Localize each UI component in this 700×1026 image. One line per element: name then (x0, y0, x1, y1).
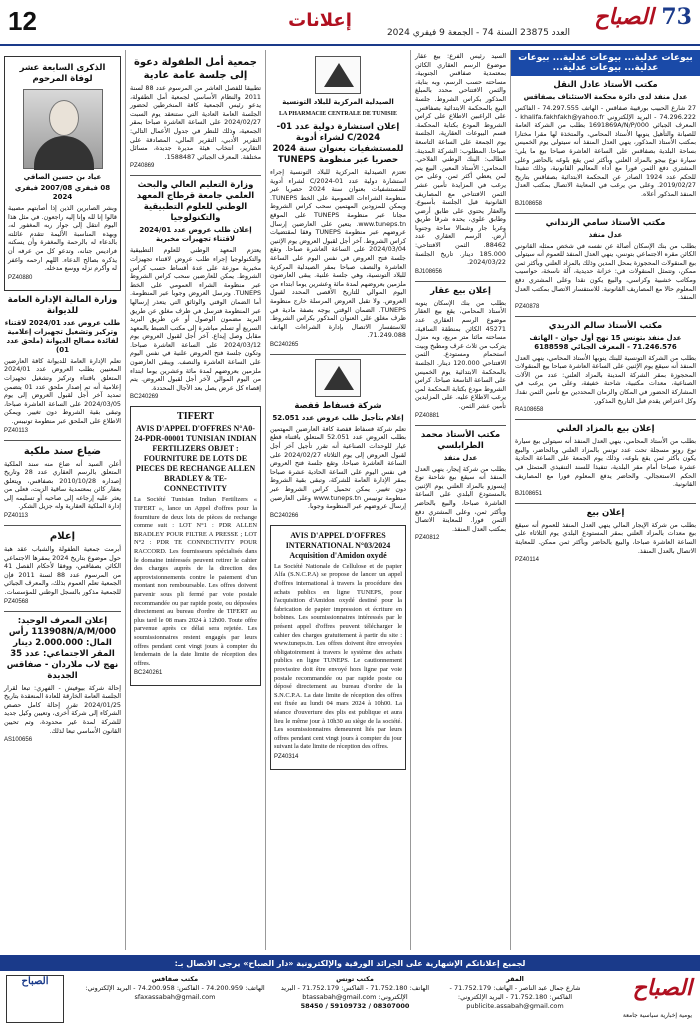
notice-heading: إعلان المعرف الوحيد: 113908N/A/M/000 رأس المال: 2.000.000 دينار المقر الاجتماعي: عدد 35 نهج لاب ملاردان - صفاقس الجديدة (6, 615, 119, 681)
notice-body: إحالة شركة بيوفيش - الفهري: تبعا لقرار الجلسة العامة الخارقة للعادة المنعقدة بتاريخ 2024/01/25 تقرر إحالة كامل حصص الشركاء إلى شركة أخرى، وتعيين وكيل جديد للشركة لمدة غير محدودة، وتم تحيين القانون الأساسي تبعا لذلك. (4, 683, 121, 735)
column-judicial-sales (510, 50, 700, 950)
obituary-name: عياد بن حسين الصافي (23, 173, 102, 181)
column-tenders (265, 50, 410, 950)
footer-hq-details: شارع جمال عبد الناصر - الهاتف: 71.752.179 - الفاكس: 71.752.180 - البريد الإلكتروني: publicite.assabah@gmail.com (449, 984, 581, 1010)
judicial-sales-banner: بيوعات عدلية... بيوعات عدلية... بيوعات عدلية... بيوعات عدلية... (511, 50, 700, 76)
divider (515, 503, 696, 504)
ad-reference: PZ40568 (4, 598, 29, 605)
french-tender-box (270, 525, 406, 770)
french-tender-heading: AVIS D'APPEL D'OFFRES N°A0-24-PDR-00001 TUNISIAN INDIAN FERTILIZERS OBJET : FOURNITURE DE LOTS DE PIECES DE RECHANGE ALLEN BRADLEY & TE-CONNECTIVITY (134, 424, 257, 494)
ad-body: بطلب من بنك الإسكان ينوبه الأستاذ المحامي، يقع بيع العقار موضوع الرسم العقاري عدد 45271 الكائن بمنطقة الساقية، مساحته مائتا متر مربع، وبه منزل يتركب من ثلاث غرف ومطبخ وبيت استحمام ومستودع. الثمن الافتتاحي 120.000 دينار. الجلسة بالمحكمة الابتدائية يوم الخميس على الساعة التاسعة صباحا. كراس الشروط مودع بكتابة المحكمة لمن يرغب الاطلاع عليه. على المزايدين تأمين عشر الثمن. (415, 298, 506, 410)
portrait-photo (23, 89, 103, 169)
ad-heading: مكتب الأستاذ سالم الدريدي (548, 320, 663, 331)
ad-reference: PZ40314 (274, 753, 299, 760)
tender-heading: شركة فسفاط قفصة (294, 400, 382, 411)
footer-hq-title: المقر (506, 975, 524, 983)
footer-logo: الصباح (632, 975, 692, 1001)
ad-body: بطلب من شركة الإيجار المالي ينهي العدل المنفذ للعموم أنه سيقع بيع معدات بالمزاد العلني بمقر المستودع البلدي يوم الثلاثاء على الساعة العاشرة صباحا، والبيع بالحاضر وبأكثر ثمن ممكن. للمعاينة الاتصال بالعدل المنفذ. (515, 520, 696, 555)
divider (270, 354, 406, 355)
divider (4, 440, 121, 441)
tender-subheading: إعلام بتأجيل طلب عروض عدد 52.051 (272, 413, 404, 422)
obituary-body: وبشر الصابرين الذين إذا أصابتهم مصيبة قالوا إنا لله وإنا إليه راجعون. في مثل هذا اليوم انتقل إلى جوار ربه المغفور له، وبهذه المناسبة الأليمة تتقدم عائلته بالدعاء له بالرحمة والمغفرة وأن يسكنه فراديس جنانه، وتدعو كل من عرفه أن يذكره بصالح الدعاء. اللهم ارحمه واغفر له وأكرم نزله ووسع مدخله. (8, 204, 117, 273)
divider (515, 419, 696, 420)
ad-heading: إعلان بيع بالمزاد العلني (556, 424, 655, 435)
notice-heading: إعلام (49, 531, 76, 543)
tender-body: تعتزم الصيدلية المركزية للبلاد التونسية إجراء استشارة دولية عدد 01-C/2024 لشراء أدوية للمستشفيات بعنوان سنة 2024 حصريا عبر منظومة الشراءات العمومية على الخط TUNEPS. ويمكن للمزودين المهتمين سحب كراس الشروط مجانا عبر منظومة TUNEPS على الموقع www.tuneps.tn. يتعين على العارضين إرسال عروضهم عبر منظومة TUNEPS وفقا لمقتضيات كراس الشروط. آخر أجل لقبول العروض يوم الإثنين 2024/03/04 على الساعة العاشرة صباحا. وتقع جلسة فتح العروض في نفس اليوم على الساعة العاشرة والنصف صباحا بمقر الصيدلية المركزية للبلاد التونسية، وهي جلسة علنية. يبقى العارضون ملزمين بعروضهم لمدة مائة وعشرين يوما ابتداء من اليوم الموالي للتاريخ الأقصى المحدد لقبول العروض. ولا تقبل العروض المرسلة خارج منظومة TUNEPS. الضمان الوقتي يوجه بصفة مادية في ظرف مغلق على العنوان المذكور بكراس الشروط. للاستفسار الاتصال بإدارة الشراءات الهاتف 71.249.088. (270, 168, 407, 340)
footer-logo-subtitle: يومية إخبارية سياسية جامعة (622, 1012, 692, 1019)
ad-body: بطلب من بنك الإسكان أصالة عن نفسه في شخص ممثله القانوني الكائن مقره الاجتماعي بتونس، ينهي العدل المنفذ للعموم أنه سيتولى بيع المنقولات المحجوزة بمحل المدين وذلك بالمزاد العلني وبأكثر ثمن ممكن، وتتمثل المنقولات في: خزانة حديدية، آلة ناسخة، حواسيب ومكاتب خشبية وكراسي، والبيع يكون نقدا وعلى المشتري دفع المعلوم حالا مع المصاريف القانونية. للاستفسار الاتصال بمكتب العدل المنفذ. (515, 241, 696, 302)
ad-body: بطلب من الشركة التونسية للبنك ينوبها الأستاذ المحامي، ينهي العدل المنفذ أنه سيقع يوم الإثنين على الساعة العاشرة صباحا بيع المنقولات المحجوزة بمقر الشركة المدينة بالمزاد العلني: عدد من الآلات الصناعية، معدات مكتبية، شاحنة خفيفة، وعلى من يرغب في المشاركة الحضور في المكان والزمان المحددين مع تأمين الثمن نقدا. وكل اعتراض يقدم قبل التاريخ المذكور. (515, 353, 696, 405)
french-tender-body: La Société Tunisian Indian Fertilizers « TIFERT », lance un Appel d'offres pour la fourniture de deux lots de pièces de rechange comme suit : LOT N°1 : PDR ALLEN BRADLEY POUR FILTRE A PRESSE ; LOT N°2 : PDR TE CONNECTIVITY POUR RACCORD. Les fournisseurs spécialisés dans le domaine intéressés peuvent retirer le cahier des charges auprès de la direction des approvisionnements contre le paiement d'un montant non remboursable. Les offres doivent parvenir sous pli fermé par voie postale recommandée ou par rapide poste, ou déposées directement au bureau d'ordre de TIFERT au plus tard le 08 mars 2024 à 12h00. Toute offre parvenue après ce délai sera rejetée. Les soumissionnaires restent engagés par leurs offres pendant cent vingt jours à compter du lendemain de la date limite de réception des offres. (134, 496, 257, 667)
footer-tunis-details: الهاتف: 71.752.180 - الفاكس: 71.752.179 - البريد الإلكتروني: btassabah@gmail.com (280, 984, 430, 1001)
cpg-logo (315, 359, 361, 397)
ad-reference: PZ40869 (130, 163, 155, 170)
footer-tunis (280, 975, 430, 1011)
tender-body: تعلم شركة فسفاط قفصة كافة العارضين المهتمين بطلب العروض عدد 52.051 المتعلق باقتناء قطع غيار للوحدات الصناعية أنه تقرر تأجيل آخر أجل لقبول العروض إلى يوم الثلاثاء 2024/02/27 على الساعة العاشرة صباحا، وتقع جلسة فتح العروض في نفس اليوم على الساعة الحادية عشرة صباحا بمقر الإدارة العامة للشركة، وتبقى بقية الشروط دون تغيير. يمكن تحميل كراس الشروط عبر منظومة تونيبس www.tuneps.tn وعلى العارضين إرسال عروضهم عبر المنظومة وجوبا. (270, 424, 406, 511)
footer-tunis-title: مكتب تونس (336, 975, 374, 983)
notice-heading: ضياع سند ملكية (23, 445, 102, 457)
ad-reference: RA108658 (515, 407, 544, 414)
pharmacie-centrale-logo (315, 56, 361, 94)
ad-body: السيد رئيس الفرع: بيع عقار موضوع الرسم العقاري الكائن بمعتمدية صفاقس الجنوبية، مساحته حسب الرسم، وبه بناية، والثمن الافتتاحي محدد بالمبلغ المذكور بكراس الشروط. جلسة البيع بالمحكمة الابتدائية بصفاقس. على الراغبين الاطلاع على كراس الشروط المودع بكتابة المحكمة. قسم البيوعات العقارية، الجلسة يوم الجمعة على الساعة التاسعة صباحا. المطلوب: الشركة المدينة. الطالب: البنك الوطني الفلاحي. المحامي: الأستاذ المعين. البيع يتم لمن يعطي أكثر ثمن. وعلى من يرغب في المزايدة تأمين عشر الثمن الافتتاحي مع المصاريف القانونية قبل الجلسة بأسبوع. والعقار يحتوي على طابق أرضي وطابق علوي، يحده شرقا طريق وغربا جار وشمالا ساحة وجنوبا أرض. الرسم العقاري عدد 88462. الثمن الافتتاحي: 185.000 دينار. تاريخ الجلسة 2024/03/22. (415, 52, 506, 267)
ad-heading: مكتب الأستاذ عادل النقل (553, 80, 658, 90)
footer-hq (440, 975, 590, 1011)
tender-body: يعتزم المعهد الوطني للعلوم التطبيقية والتكنولوجيا إجراء طلب عروض لاقتناء تجهيزات مخبرية موزعة على عدة أقساط حسب كراس الشروط. يمكن للعارضين سحب كراس الشروط عبر منظومة الشراء العمومي على الخط TUNEPS. وترسل العروض وجوبا عبر المنظومة. أما الضمان الوقتي والوثائق التي يتعذر إرسالها عبر المنظومة فترسل في ظرف مغلق عن طريق البريد مضمون الوصول أو عن طريق البريد السريع أو تسلم مباشرة إلى مكتب الضبط بالمعهد مقابل وصل إيداع. آخر أجل لقبول العروض يوم 2024/03/12 على الساعة العاشرة صباحا. وتكون جلسة فتح العروض علنية في نفس اليوم على الساعة العاشرة والنصف. ويبقى العارضون ملزمين بعروضهم لمدة مائة وعشرين يوما ابتداء من اليوم الموالي لآخر أجل لقبول العروض. يتم إقصاء كل عرض يصل بعد الآجال المحددة. (130, 246, 261, 392)
footer-sfax-title: مكتب صفاقس (151, 975, 199, 983)
org-name-ar: الصيدلية المركزية للبلاد التونسية (282, 98, 394, 106)
ad-body: 27 شارع الحبيب بورقيبة صفاقس - الهاتف 74.297.555 - الفاكس 74.296.222 - البريد الإلكتروني khalifa.fakhfakh@yahoo.fr - المعرف الجبائي 1691869A/N/P/000 بطلب من الشركة العامة للصيانة والتأهيل ينوبها الأستاذ المحامي، والمتخذة لها مقرا مختارا بمكتب الأستاذ المذكور، ينهي العدل المنفذ أنه سيتولى يوم الخميس بساحة البلدية بصفاقس على الساعة العاشرة صباحا بيع ما يلي: سيارة نوع بيجو بالمزاد العلني وبأكثر ثمن يقع بلوغه بالحاضر وعلى المشتري دفع الثمن فورا مع أداء المعاليم القانونية، وذلك تنفيذا للحكم عدد 1924 الصادر عن المحكمة الابتدائية بصفاقس بتاريخ 2019/02/27. وعلى من يرغب في المعاينة الاتصال بمكتب العدل المنفذ المذكور أعلاه. (515, 104, 697, 198)
ad-reference: BJ108658 (515, 200, 543, 207)
org-name-fr: LA PHARMACIE CENTRALE DE TUNISIE (279, 111, 397, 117)
footer-sfax-details: الهاتف: 74.200.959 - الفاكس: 74.200.958 - البريد الإلكتروني: sfaxassabah@gmail.com (85, 984, 265, 1001)
ad-heading: إعلان بيع عقار (430, 285, 491, 296)
notice-body: تطبيقا للفصل العاشر من المرسوم عدد 88 لسنة 2011 والنظام الأساسي لجمعية أمل الطفولة، يدعو رئيس الجمعية كافة المنخرطين لحضور الجلسة العامة العادية التي ستنعقد يوم السبت 2024/02/27 على الساعة العاشرة صباحا بمقر الجمعية، وذلك للنظر في جدول الأعمال التالي: التقرير الأدبي، التقرير المالي، المصادقة على التقارير، انتخاب هيئة مديرة جديدة، مسائل مختلفة. المعرف الجبائي 1588487. (130, 84, 261, 161)
ad-subheading: عدل منفذ لدى دائرة محكمة الاستئناف بصفاقس (523, 93, 688, 101)
ad-reference: PZ40880 (8, 274, 33, 281)
logo-word: الصباح (594, 4, 654, 30)
divider (515, 213, 696, 214)
page-header (0, 0, 700, 46)
ad-reference: BC240266 (270, 512, 299, 519)
divider (515, 316, 696, 317)
tender-subheading: إعلان طلب عروض عدد 2024/01 لاقتناء تجهيزات مخبرية (139, 226, 252, 244)
ad-reference: BJ108656 (415, 268, 443, 275)
section-title: إعلانات (288, 10, 352, 31)
ad-subheading: عدل منفذ (588, 230, 623, 239)
notice-body: تعلم الإدارة العامة للديوانة كافة العارضين المعنيين بطلب العروض عدد 2024/01 المتعلق باقتناء وتركيز وتشغيل تجهيزات إعلامية أنه تم إصدار ملحق عدد 01 يتضمن تمديد آخر أجل لقبول العروض إلى يوم 2024/03/05 على الساعة العاشرة صباحا، وتبقى بقية الشروط دون تغيير. ويمكن الاطلاع على الملحق عبر منظومة تونيبس. (4, 356, 121, 425)
notice-heading: جمعية أمل الطفولة دعوة إلى جلسة عامة عادية (133, 57, 258, 81)
ad-reference: BC240269 (130, 394, 159, 401)
ad-heading: مكتب الأستاذ سامي الزنداني (545, 217, 666, 228)
divider (4, 525, 121, 526)
divider (415, 281, 506, 282)
column-property-sales (410, 50, 510, 950)
tender-heading: إعلان استشارة دولية عدد 01-C/2024 لشراء أدوية للمستشفيات بعنوان سنة 2024 حصريا عبر منظومة TUNEPS (272, 122, 404, 165)
ad-heading: إعلان بيع (586, 507, 625, 518)
ad-heading: مكتب الأستاذ محمد الطرابلسي (420, 429, 501, 451)
issue-line: العدد 23875 السنة 74 - الجمعة 9 فيفري 2024 (386, 28, 570, 38)
notice-heading: وزارة المالية الإدارة العامة للديوانة (7, 294, 118, 316)
divider (130, 175, 261, 176)
obituary-title: الذكرى السابعة عشر لوفاة المرحوم (19, 63, 106, 84)
ad-body: بطلب من شركة إيجار، ينهي العدل المنفذ أنه سيقع بيع شاحنة نوع إيسوزو بالمزاد العلني يوم الإثنين بالمستودع البلدي على الساعة العاشرة صباحا، والبيع بالحاضر وبأكثر ثمن، وعلى المشتري دفع الثمن فورا. للمعاينة الاتصال بمكتب العدل المنفذ. (415, 464, 506, 533)
tifert-tender-box (130, 406, 261, 686)
ad-reference: PZ40113 (4, 513, 28, 520)
page-number: 12 (8, 6, 37, 36)
obituary-dates: 08 فيفري 2007/08 فيفري 2024 (14, 184, 111, 201)
column-obituary-misc (0, 50, 125, 950)
obituary-box (4, 56, 121, 291)
tifert-logo: TIFERT (177, 411, 214, 423)
ad-body: بطلب من الأستاذ المحامي، ينهي العدل المنفذ أنه سيتولى بيع سيارة نوع رونو مسجلة تحت عدد تونس بالمزاد العلني وبالحاضر، والبيع يكون بأكثر ثمن يقع بلوغه، وذلك يوم الجمعة على الساعة الحادية عشرة صباحا أمام مقر البلدية، تنفيذا للسند التنفيذي المتمثل في الحكم الاستعجالي. والحاضر يدفع المعلوم فورا مع المصاريف القانونية. (515, 437, 696, 489)
column-notices (125, 50, 265, 950)
ad-reference: PZ40878 (515, 303, 540, 310)
tender-heading: وزارة التعليم العالي والبحث العلمي جامعة قرطاج المعهد الوطني للعلوم التطبيقية والتكنولوجيا (136, 180, 255, 224)
french-tender-heading: AVIS D'APPEL D'OFFRES INTERNATIONAL N°03/2024 Acquisition d'Amidon oxydé (285, 530, 391, 560)
ad-reference: BJ108651 (515, 490, 543, 497)
ad-subheading: عدل منفذ بتونس 15 نهج أول جوان - الهاتف 71.246.576 - المعرف الجبائي 6188598 (529, 333, 682, 351)
footer-banner: لجميع إعلاناتكم الإشهارية على الجرائد الورقية والإلكترونية «دار الصباح» يرجى الاتصال بـ: (0, 957, 700, 971)
ad-reference: PZ40812 (415, 535, 440, 542)
footer-phones: 08307000 / 59109732 / 58450 (300, 1002, 410, 1010)
ad-reference: AS100656 (4, 737, 33, 744)
footer-left-logo-box: الصباح (6, 975, 64, 1023)
ad-reference: BC240265 (270, 341, 299, 348)
notice-subheading: طلب عروض عدد 2024/01 لاقتناء وتركيز وتشغيل تجهيزات إعلامية لفائدة مصالح الديوانة (ملحق عدد 01) (4, 318, 121, 354)
notice-body: أعلن السيد أنه ضاع منه سند الملكية المتعلق بالرسم العقاري عدد 28 وتاريخ إصداره 2010/10/28 بصفاقس، ويتعلق بعقار كائن بمعتمدية ساقية الزيت، فعلى من يعثر عليه إرجاعه إلى صاحبه أو تسليمه إلى إدارة الملكية العقارية وله جزيل الشكر. (4, 459, 121, 511)
divider (4, 611, 121, 612)
divider (415, 425, 506, 426)
ad-reference: BC240261 (134, 670, 163, 677)
footer-sfax (80, 975, 270, 1002)
page-footer (0, 955, 700, 1026)
logo-number: 73 (661, 4, 692, 30)
masthead-logo (592, 4, 692, 32)
ad-reference: PZ40114 (515, 557, 539, 564)
ad-reference: PZ40113 (4, 427, 28, 434)
french-tender-body: La Société Nationale de Cellulose et de papier Alfa (S.N.C.P.A) se propose de lancer un appel d'offres international à travers la procédure des achats publics en ligne TUNEPS, pour l'acquisition d'Amidon oxydé destiné pour la fabrication de papier impression et écriture en bobines. Les soumissionnaires intéressés par le présent appel d'offres peuvent télécharger le cahier des charges gratuitement à partir du site : www.tuneps.tn. Les offres doivent être envoyées obligatoirement à travers le système des achats publics en ligne TUNEPS. Le cautionnement provisoire doit être envoyé hors ligne par voie postale recommandée ou par rapide poste ou déposé directement au bureau d'ordre de la S.N.C.P.A. La date limite de réception des offres est fixée au lundi 04 mars 2024 à 10h00. La séance d'ouverture des plis est publique et aura lieu le même jour à 10h30 au siège de la société. Les soumissionnaires demeurent liés par leurs offres pendant cent vingt jours à compter du jour suivant la date limite de réception des offres. (274, 562, 402, 751)
ad-reference: PZ40881 (415, 412, 440, 419)
ad-subheading: عدل منفذ (443, 453, 478, 462)
notice-body: أبرمت جمعية الطفولة والشباب عقد هبة حول موضوع بتاريخ 2024 بمقرها الاجتماعي الكائن بصفاقس، ووفقا لأحكام الفصل 41 من المرسوم عدد 88 لسنة 2011 فإن الجمعية تعلم العموم بذلك، والمعرف الجبائي للجمعية مذكور بالسجل الوطني للمؤسسات. (4, 545, 121, 597)
